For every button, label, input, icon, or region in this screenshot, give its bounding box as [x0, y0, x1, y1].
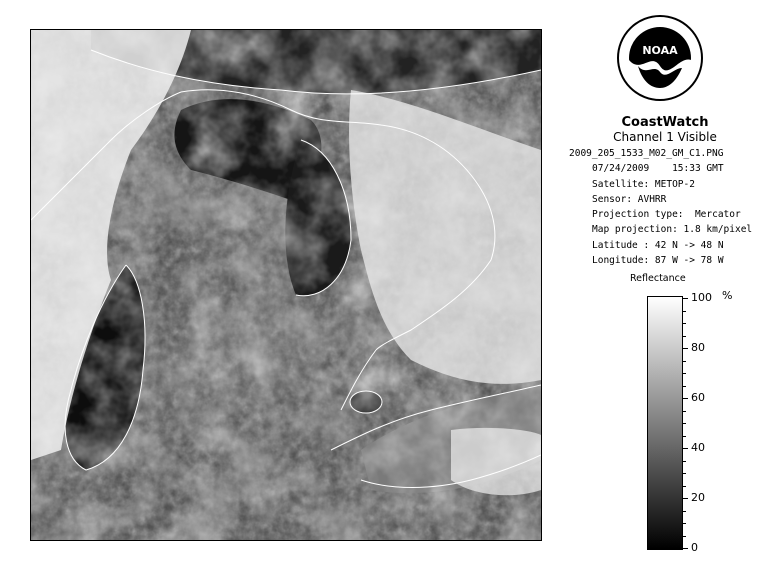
scale-minor-tick [683, 486, 686, 487]
scale-tick [683, 348, 688, 349]
scale-minor-tick [683, 473, 686, 474]
map-projection: Map projection: 1.8 km/pixel [592, 224, 753, 236]
scale-tick-label: 60 [691, 391, 705, 404]
sensor: Sensor: AVHRR [592, 193, 667, 205]
scale-tick [683, 298, 688, 299]
scale-minor-tick [683, 436, 686, 437]
latitude: Latitude : 42 N -> 48 N [592, 239, 724, 251]
scale-tick-label: 40 [691, 441, 705, 454]
scale-minor-tick [683, 536, 686, 537]
scale-minor-tick [683, 373, 686, 374]
map-image [31, 30, 541, 540]
projection-type: Projection type: Mercator [592, 209, 741, 221]
longitude: Longitude: 87 W -> 78 W [592, 255, 724, 267]
scale-tick [683, 498, 688, 499]
scale-tick-label: 20 [691, 491, 705, 504]
scale-minor-tick [683, 311, 686, 312]
scale-minor-tick [683, 386, 686, 387]
filename: 2009_205_1533_M02_GM_C1.PNG [569, 148, 724, 159]
noaa-seal-icon [616, 14, 704, 102]
scale-minor-tick [683, 336, 686, 337]
scale-title: Reflectance [630, 273, 686, 284]
logo-text: NOAA [642, 44, 678, 57]
scale-tick-label: 0 [691, 541, 698, 554]
scale-tick-label: 80 [691, 341, 705, 354]
reflectance-colorbar [647, 296, 683, 550]
scale-tick [683, 548, 688, 549]
scale-tick-label: 100 [691, 291, 712, 304]
scale-unit: % [722, 289, 733, 302]
datetime: 07/24/2009 15:33 GMT [592, 163, 724, 175]
scale-minor-tick [683, 323, 686, 324]
scale-minor-tick [683, 523, 686, 524]
scale-minor-tick [683, 361, 686, 362]
scale-minor-tick [683, 411, 686, 412]
satellite: Satellite: METOP-2 [592, 178, 695, 190]
scale-minor-tick [683, 511, 686, 512]
scale-tick [683, 398, 688, 399]
noaa-logo [616, 14, 704, 102]
scale-tick [683, 448, 688, 449]
metadata-block [569, 146, 775, 268]
scale-minor-tick [683, 461, 686, 462]
scale-minor-tick [683, 423, 686, 424]
channel-label: Channel 1 Visible [613, 130, 717, 144]
product-title: CoastWatch [621, 115, 709, 130]
cloud-southeast [451, 428, 541, 495]
satellite-map [30, 29, 542, 541]
